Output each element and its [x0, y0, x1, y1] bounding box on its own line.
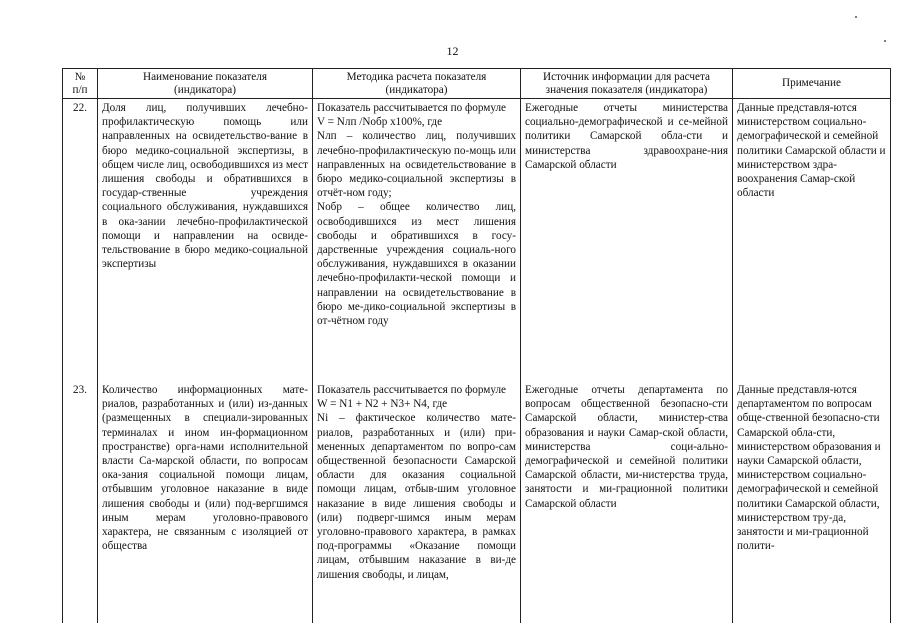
header-note: Примечание	[733, 69, 891, 99]
calculation-method: Показатель рассчитывается по формуле V = Nлп /Nобр x100%, где Nлп – количество лиц, получивших лечебно-профилактическую по-мощь или направленных на освидетельствование в бюро медико-социальной экспертизы в отчёт-ном году; Nобр – общее количество лиц, освободившихся из мест лишения свободы и обратившихся в госу-дарственные учреждения социаль-ного обслуживания, нуждавшихся в оказании лечебно-профилакти-ческой помощи и направлении на освидетельствование в бюро ме-дико-социальной экспертизы в от-чётном году	[313, 99, 521, 382]
calculation-method: Показатель рассчитывается по формуле W = N1 + N2 + N3+ N4, где Ni – фактическое количество мате-риалов, разработанных и (или) при-мененных департаментом по вопро-сам общественной безопасности Самарской области для оказания социальной помощи лицам, отбыв-шим уголовное наказание в виде лишения свободы и (или) подверг-шимся иным мерам уголовно-правового характера, в рамках под-программы «Оказание помощи лицам, отбывшим наказание в ви-де лишения свободы, и лицам,	[313, 381, 521, 623]
information-source: Ежегодные отчеты министерства социально-демографической и се-мейной политики Самарской обла-сти и министерства здравоохране-ния Самарской области	[521, 99, 733, 382]
indicator-name: Количество информационных мате-риалов, разработанных и (или) из-данных (размещенных в специали-зированных терминалах и ином ин-формационном пространстве) орга-нами исполнительной власти Са-марской области, по вопросам ока-зания социальной помощи лицам, отбывшим уголовное наказание в виде лишения свободы и (или) под-вергшимся иным мерам уголовно-правового характера, не связанным с изоляцией от общества	[98, 381, 313, 623]
table-row	[63, 381, 891, 623]
table-row	[63, 99, 891, 382]
indicator-table	[62, 68, 891, 623]
information-source: Ежегодные отчеты департамента по вопросам общественной безопасно-сти Самарской области, министер-ства образования и науки Самар-ской области, министерства соци-ально-демографической и семейной политики Самарской области, ми-нистерства труда, занятости и ми-грационной политики Самарской области	[521, 381, 733, 623]
header-information-source: Источник информации для расчета значения показателя (индикатора)	[521, 69, 733, 99]
row-number: 22.	[63, 99, 98, 382]
note: Данные представля-ются департаментом по вопросам обще-ственной безопасно-сти Самарской обла-сти, министерством образования и науки Самарской области, министерством социально-демографической и семейной политики Самарской области, министерством тру-да, занятости и ми-грационной полити-	[733, 381, 891, 623]
header-number: № п/п	[63, 69, 98, 99]
header-indicator-name: Наименование показателя (индикатора)	[98, 69, 313, 99]
table-header-row	[63, 69, 891, 99]
note: Данные представля-ются министерством социально-демографической и семейной политики Самарской области и министерством здра-воохранения Самар-ской области	[733, 99, 891, 382]
scan-speck	[884, 40, 886, 42]
row-number: 23.	[63, 381, 98, 623]
scan-speck	[855, 16, 857, 18]
header-calculation-method: Методика расчета показателя (индикатора)	[313, 69, 521, 99]
indicator-name: Доля лиц, получивших лечебно-профилактическую помощь или направленных на освидетельство-вание в бюро медико-социальной экспертизы, в общем числе лиц, освободившихся из мест лишения свободы и обратившихся в государ-ственные учреждения социального обслуживания, нуждавшихся в ока-зании лечебно-профилактической помощи и направлении на освиде-тельствование в бюро медико-социальной экспертизы	[98, 99, 313, 382]
page-number: 12	[446, 44, 459, 58]
